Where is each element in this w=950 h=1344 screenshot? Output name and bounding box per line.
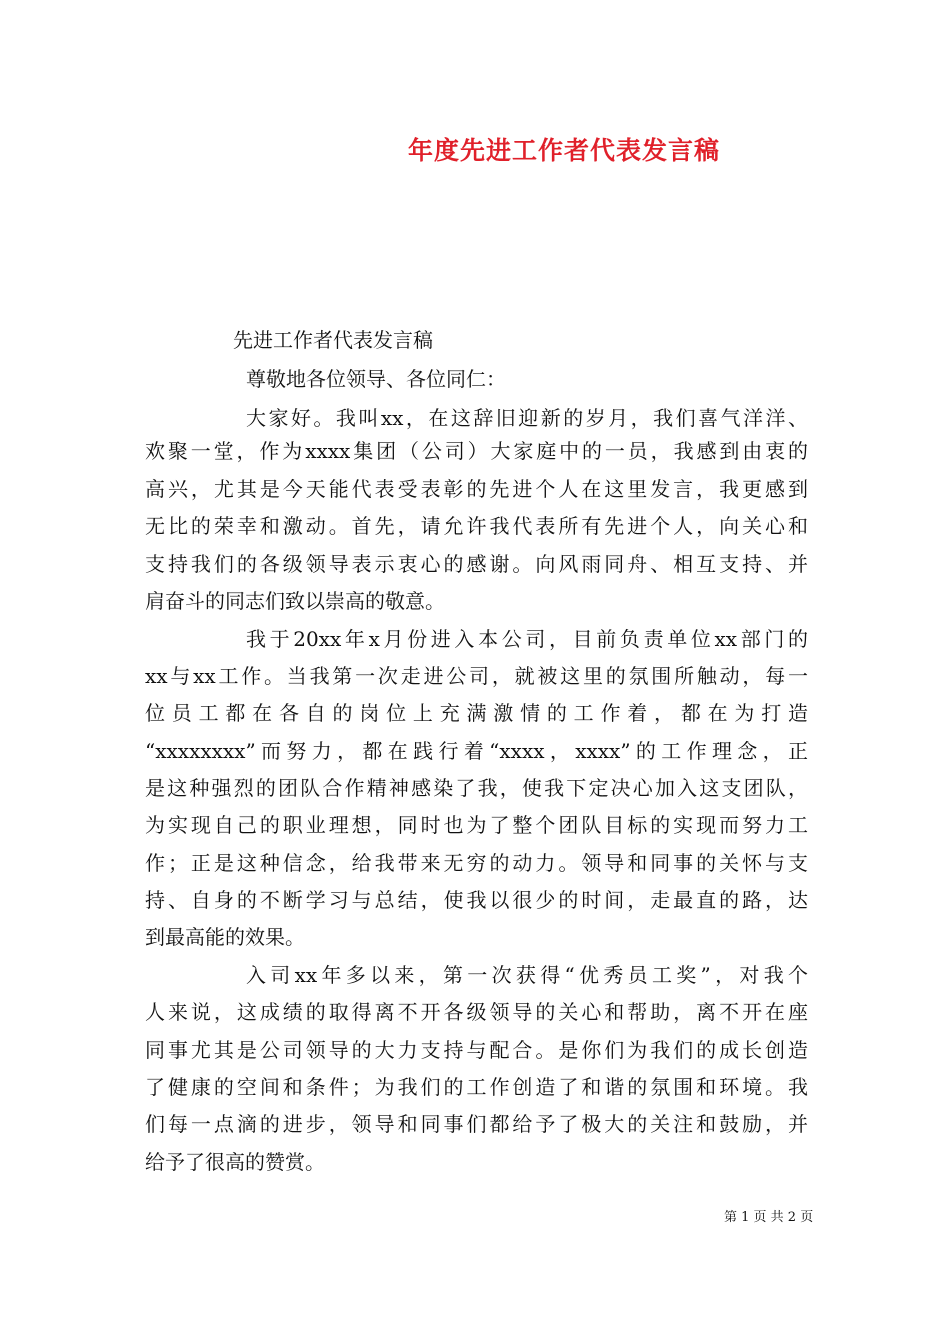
document-title: 年度先进工作者代表发言稿 [407, 136, 720, 165]
paragraph-line: 是这种强烈的团队合作精神感染了我，使我下定决心加入这支团队， [145, 776, 808, 800]
paragraph-line: 支持我们的各级领导表示衷心的感谢。向风雨同舟、相互支持、并 [145, 552, 808, 576]
paragraph-line: 欢聚一堂，作为xxxx集团（公司）大家庭中的一员，我感到由衷的 [145, 439, 808, 463]
paragraph-line: 到最高能的效果。 [145, 925, 305, 949]
paragraph-line: 人来说，这成绩的取得离不开各级领导的关心和帮助，离不开在座 [145, 1000, 808, 1024]
paragraph-line: 们每一点滴的进步，领导和同事们都给予了极大的关注和鼓励，并 [145, 1112, 808, 1136]
paragraph-line: 我于20xx年x月份进入本公司，目前负责单位xx部门的 [246, 627, 808, 651]
paragraph-line: 了健康的空间和条件；为我们的工作创造了和谐的氛围和环境。我 [145, 1075, 808, 1099]
paragraph-line: 大家好。我叫xx，在这辞旧迎新的岁月，我们喜气洋洋、 [246, 406, 808, 430]
paragraph-line: 无比的荣幸和激动。首先，请允许我代表所有先进个人，向关心和 [145, 514, 808, 538]
paragraph-line: 高兴，尤其是今天能代表受表彰的先进个人在这里发言，我更感到 [145, 477, 808, 501]
salutation: 尊敬地各位领导、各位同仁： [246, 367, 506, 391]
paragraph-line: 为实现自己的职业理想，同时也为了整个团队目标的实现而努力工 [145, 813, 808, 837]
paragraph-line: “xxxxxxxx”而努力，都在践行着“xxxx，xxxx”的工作理念，正 [145, 739, 808, 763]
paragraph-line: 入司xx年多以来，第一次获得“优秀员工奖”，对我个 [246, 963, 808, 987]
paragraph-line: 同事尤其是公司领导的大力支持与配合。是你们为我们的成长创造 [145, 1038, 808, 1062]
page-indicator: 第 1 页 共 2 页 [724, 1210, 814, 1225]
paragraph-line: xx与xx工作。当我第一次走进公司，就被这里的氛围所触动，每一 [145, 664, 808, 688]
paragraph-line: 持、自身的不断学习与总结，使我以很少的时间，走最直的路，达 [145, 888, 808, 912]
paragraph-line: 作；正是这种信念，给我带来无穷的动力。领导和同事的关怀与支 [145, 851, 808, 875]
paragraph-line: 位员工都在各自的岗位上充满激情的工作着，都在为打造 [145, 701, 808, 725]
paragraph-line: 肩奋斗的同志们致以崇高的敬意。 [145, 589, 445, 613]
document-subtitle: 先进工作者代表发言稿 [233, 328, 433, 352]
paragraph-line: 给予了很高的赞赏。 [145, 1150, 325, 1174]
